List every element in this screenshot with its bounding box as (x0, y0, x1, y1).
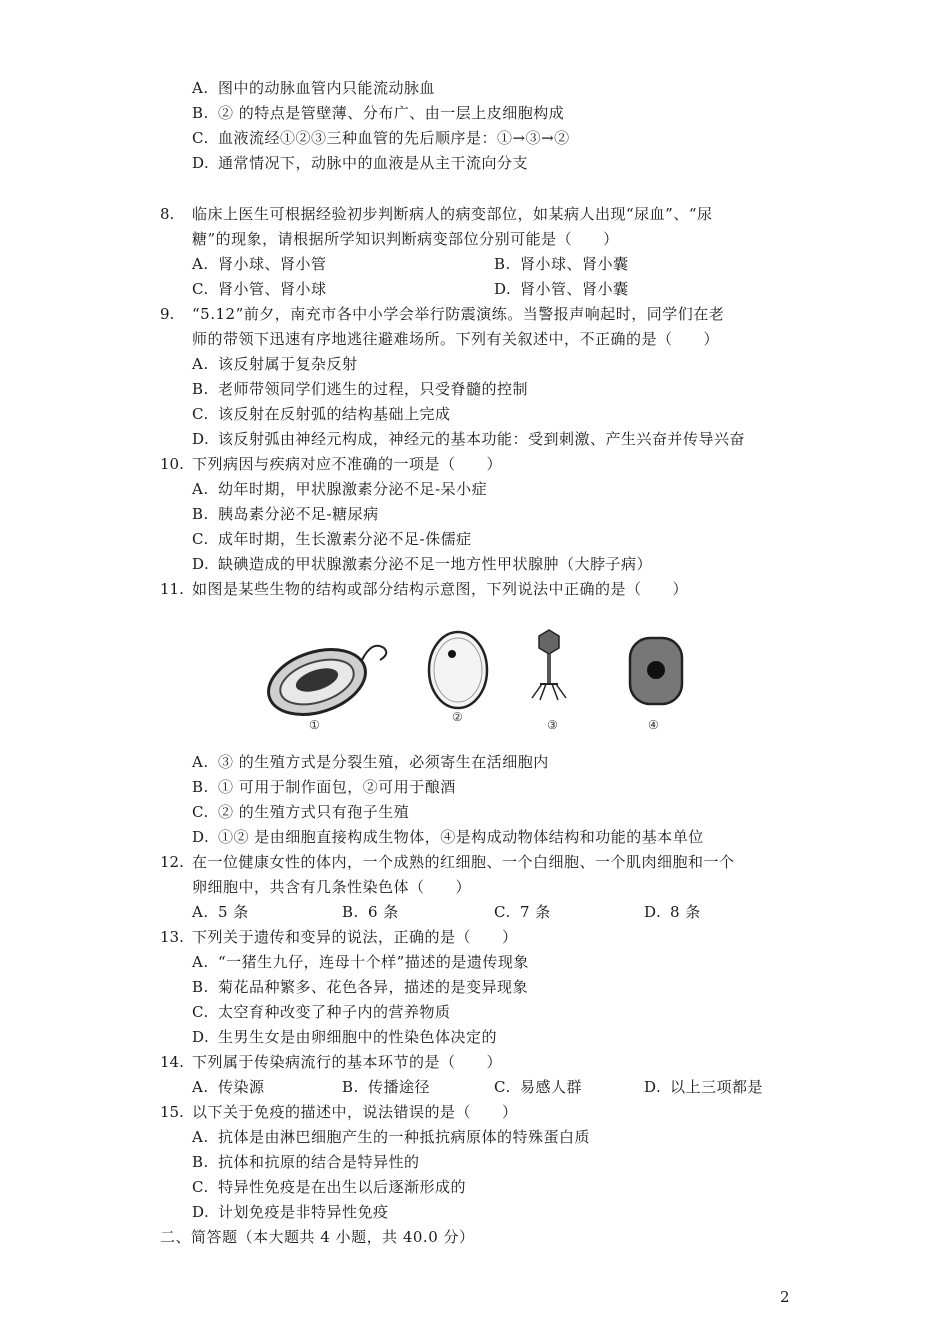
q11-option-d: D. ①② 是由细胞直接构成生物体，④是构成动物体结构和功能的基本单位 (192, 828, 704, 846)
q7-option-d: D. 通常情况下，动脉中的血液是从主干流向分支 (192, 154, 529, 172)
q12-option-a: A. 5 条 (192, 903, 249, 921)
q10-option-a: A. 幼年时期，甲状腺激素分泌不足-呆小症 (192, 480, 488, 498)
q10-option-c: C. 成年时期，生长激素分泌不足-侏儒症 (192, 530, 472, 548)
q12-option-d: D. 8 条 (644, 903, 701, 921)
q9-option-d: D. 该反射弧由神经元构成，神经元的基本功能：受到刺激、产生兴奋并传导兴奋 (192, 430, 746, 448)
q9-number: 9. (160, 305, 175, 323)
bacteriophage-image (532, 630, 566, 700)
q13-number: 13. (160, 928, 184, 946)
q10-option-d: D. 缺碘造成的甲状腺激素分泌不足一地方性甲状腺肿（大脖子病） (192, 555, 653, 573)
q10-option-b: B. 胰岛素分泌不足-糖尿病 (192, 505, 379, 523)
q12-stem-line1: 在一位健康女性的体内，一个成熟的红细胞、一个白细胞、一个肌肉细胞和一个 (192, 853, 735, 871)
q14-option-b: B. 传播途径 (342, 1078, 431, 1096)
q9-option-a: A. 该反射属于复杂反射 (192, 355, 358, 373)
q15-option-b: B. 抗体和抗原的结合是特异性的 (192, 1153, 420, 1171)
q12-stem-line2: 卵细胞中，共含有几条性染色体（ ） (192, 878, 472, 896)
q14-option-a: A. 传染源 (192, 1078, 265, 1096)
q11-option-c: C. ② 的生殖方式只有孢子生殖 (192, 803, 410, 821)
q11-stem-line1: 如图是某些生物的结构或部分结构示意图，下列说法中正确的是（ ） (192, 580, 689, 598)
q9-option-c: C. 该反射在反射弧的结构基础上完成 (192, 405, 451, 423)
q15-option-a: A. 抗体是由淋巴细胞产生的一种抵抗病原体的特殊蛋白质 (192, 1128, 591, 1146)
q14-number: 14. (160, 1053, 184, 1071)
section-heading: 二、简答题（本大题共 4 小题，共 40.0 分） (160, 1228, 475, 1246)
figure-label-1: ① (309, 718, 320, 732)
q7-option-b: B. ② 的特点是管壁薄、分布广、由一层上皮细胞构成 (192, 104, 565, 122)
figure-label-4: ④ (648, 718, 659, 732)
q8-number: 8. (160, 205, 175, 223)
q8-option-d: D. 肾小管、肾小囊 (494, 280, 629, 298)
q8-option-b: B. 肾小球、肾小囊 (494, 255, 629, 273)
q9-stem-line1: “5.12”前夕，南充市各中小学会举行防震演练。当警报声响起时，同学们在老 (192, 305, 725, 323)
q8-stem-line2: 糖”的现象，请根据所学知识判断病变部位分别可能是（ ） (192, 230, 619, 248)
q9-stem-line2: 师的带领下迅速有序地逃往避难场所。下列有关叙述中，不正确的是（ ） (192, 330, 720, 348)
animal-cell-image (630, 638, 682, 704)
q15-stem-line1: 以下关于免疫的描述中，说法错误的是（ ） (192, 1103, 518, 1121)
q7-option-c: C. 血液流经①②③三种血管的先后顺序是：①→③→② (192, 129, 570, 147)
q11-option-b: B. ① 可用于制作面包，②可用于酿酒 (192, 778, 456, 796)
bacterium-image (262, 638, 386, 726)
q13-option-a: A. “一猪生九仔，连母十个样”描述的是遗传现象 (192, 953, 529, 971)
q11-figure (262, 620, 692, 740)
q10-stem-line1: 下列病因与疾病对应不准确的一项是（ ） (192, 455, 503, 473)
q15-number: 15. (160, 1103, 184, 1121)
q14-stem-line1: 下列属于传染病流行的基本环节的是（ ） (192, 1053, 503, 1071)
page-number: 2 (780, 1288, 790, 1306)
q13-option-d: D. 生男生女是由卵细胞中的性染色体决定的 (192, 1028, 498, 1046)
yeast-cell-image (429, 632, 487, 708)
organism-diagrams (262, 620, 692, 740)
figure-label-3: ③ (547, 718, 558, 732)
q14-option-c: C. 易感人群 (494, 1078, 583, 1096)
q12-number: 12. (160, 853, 184, 871)
q14-option-d: D. 以上三项都是 (644, 1078, 764, 1096)
q15-option-c: C. 特异性免疫是在出生以后逐渐形成的 (192, 1178, 467, 1196)
q11-number: 11. (160, 580, 184, 598)
q9-option-b: B. 老师带领同学们逃生的过程，只受脊髓的控制 (192, 380, 529, 398)
q11-option-a: A. ③ 的生殖方式是分裂生殖，必须寄生在活细胞内 (192, 753, 549, 771)
q8-stem-line1: 临床上医生可根据经验初步判断病人的病变部位，如某病人出现“尿血”、“尿 (192, 205, 713, 223)
q15-option-d: D. 计划免疫是非特异性免疫 (192, 1203, 389, 1221)
figure-label-2: ② (452, 710, 463, 724)
q7-option-a: A. 图中的动脉血管内只能流动脉血 (192, 79, 436, 97)
q10-number: 10. (160, 455, 184, 473)
q13-stem-line1: 下列关于遗传和变异的说法，正确的是（ ） (192, 928, 518, 946)
q12-option-c: C. 7 条 (494, 903, 551, 921)
q13-option-c: C. 太空育种改变了种子内的营养物质 (192, 1003, 451, 1021)
q8-option-a: A. 肾小球、肾小管 (192, 255, 327, 273)
q8-option-c: C. 肾小管、肾小球 (192, 280, 327, 298)
q13-option-b: B. 菊花品种繁多、花色各异，描述的是变异现象 (192, 978, 529, 996)
q12-option-b: B. 6 条 (342, 903, 399, 921)
